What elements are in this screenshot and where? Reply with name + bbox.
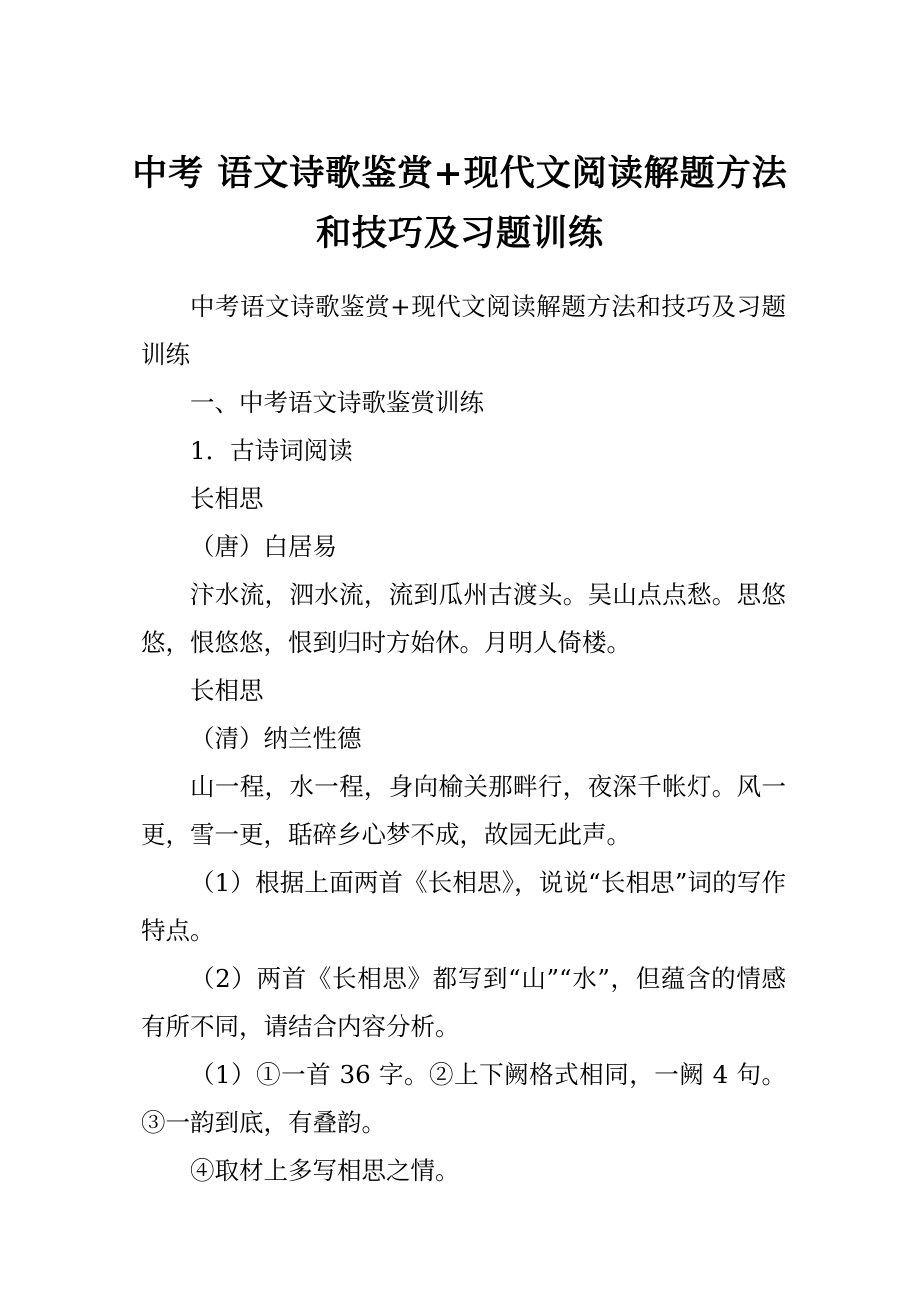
document-title-line-1: 中考 语文诗歌鉴赏+现代文阅读解题方法 bbox=[132, 153, 788, 194]
poem-1-text: 汴水流，泗水流，流到瓜州古渡头。吴山点点愁。思悠悠，恨悠悠，恨到归时方始休。月明人倚楼。 bbox=[141, 580, 786, 657]
section-heading: 一、中考语文诗歌鉴赏训练 bbox=[190, 388, 484, 417]
subsection-heading: 1．古诗词阅读 bbox=[190, 436, 353, 465]
poem-1-title: 长相思 bbox=[190, 484, 264, 513]
question-2: （2）两首《长相思》都写到“山”“水”，但蕴含的情感有所不同，请结合内容分析。 bbox=[141, 964, 786, 1041]
poem-2-text: 山一程，水一程，身向榆关那畔行，夜深千帐灯。风一更，雪一更，聒碎乡心梦不成，故园无此声。 bbox=[141, 772, 786, 849]
poem-1-author: （唐）白居易 bbox=[190, 532, 337, 561]
question-1: （1）根据上面两首《长相思》，说说“长相思”词的写作特点。 bbox=[141, 868, 786, 945]
answer-1: （1）①一首 36 字。②上下阙格式相同，一阙 4 句。③一韵到底，有叠韵。 bbox=[141, 1060, 786, 1137]
poem-2-author: （清）纳兰性德 bbox=[190, 724, 362, 753]
answer-1-continued: ④取材上多写相思之情。 bbox=[190, 1156, 460, 1185]
poem-2-title: 长相思 bbox=[190, 676, 264, 705]
document-title-line-2: 和技巧及习题训练 bbox=[315, 213, 604, 254]
document-body bbox=[141, 283, 786, 1195]
paragraph-intro: 中考语文诗歌鉴赏+现代文阅读解题方法和技巧及习题训练 bbox=[141, 292, 786, 369]
